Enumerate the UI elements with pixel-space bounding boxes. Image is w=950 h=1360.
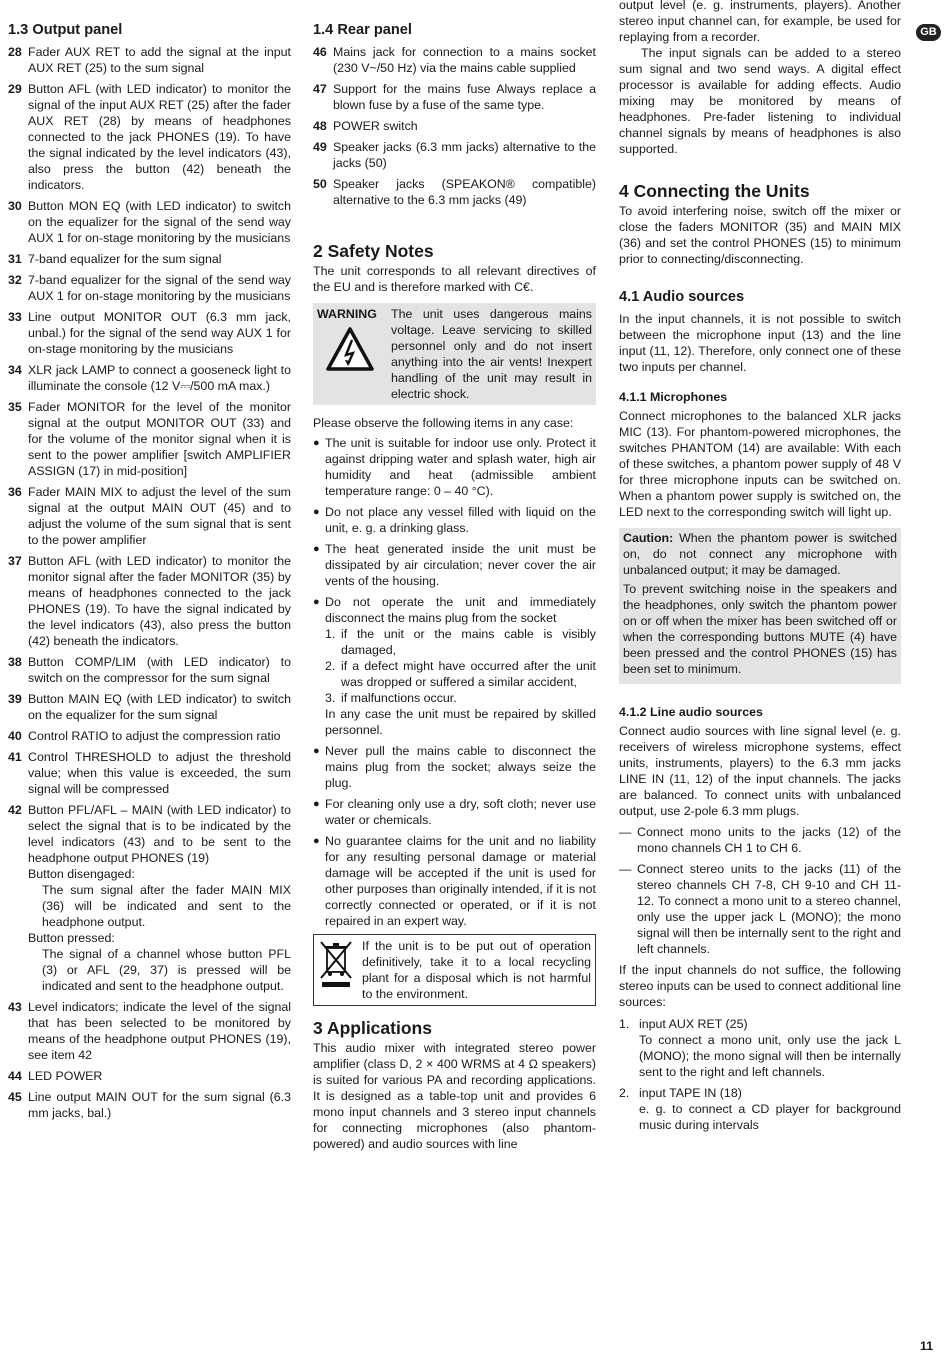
warning-box bbox=[313, 303, 596, 405]
page-number: 11 bbox=[920, 1339, 934, 1353]
dash-text: Connect mono units to the jacks (12) of the mono channels CH 1 to CH 6. bbox=[637, 825, 901, 855]
input-title: input AUX RET (25) bbox=[639, 1017, 748, 1031]
item-number: 42 bbox=[8, 803, 22, 817]
numbered-item bbox=[8, 691, 291, 723]
item-text: LED POWER bbox=[28, 1069, 103, 1083]
list-item bbox=[325, 626, 596, 658]
numbered-item bbox=[313, 118, 596, 134]
list-number: 3. bbox=[325, 691, 336, 705]
item-number: 37 bbox=[8, 554, 22, 568]
bullet-text: The heat generated inside the unit must be dissipated by air circulation; never cover the air vents of the housing. bbox=[325, 542, 596, 588]
dash-item bbox=[619, 861, 901, 957]
item-text: Button PFL/AFL – MAIN (with LED indicator) to select the signal that is to be indicated by the level indicators (43) and to be sent to the headphone output PHONES (19) bbox=[28, 803, 291, 865]
item-number: 39 bbox=[8, 692, 22, 706]
connecting-heading: 4 Connecting the Units bbox=[619, 181, 810, 201]
numbered-item bbox=[8, 1068, 291, 1084]
safety-bullets-b bbox=[313, 743, 596, 929]
applications-heading: 3 Applications bbox=[313, 1018, 432, 1038]
rear-panel-heading: 1.4 Rear panel bbox=[313, 22, 412, 38]
bullet-dot-icon: ● bbox=[313, 437, 320, 449]
input-item bbox=[619, 1016, 901, 1080]
safety-heading: 2 Safety Notes bbox=[313, 241, 434, 261]
bullet-text: Do not place any vessel filled with liquid on the unit, e. g. a drinking glass. bbox=[325, 505, 596, 535]
item-number: 31 bbox=[8, 252, 22, 266]
audio-sources-text: In the input channels, it is not possible to switch between the microphone input (13) and the line input (11, 12). Therefore, only connect one of these two inputs per channel. bbox=[619, 312, 901, 374]
numbered-item bbox=[313, 81, 596, 113]
item-number: 45 bbox=[8, 1090, 22, 1104]
item-text: Level indicators; indicate the level of the signal that has been selected to be monitored by means of the headphone output PHONES (19), see item 42 bbox=[28, 1000, 291, 1062]
numbered-item bbox=[313, 139, 596, 171]
dash-icon: — bbox=[619, 825, 632, 839]
numbered-item bbox=[8, 272, 291, 304]
suffice-text: If the input channels do not suffice, the following stereo inputs can be used to connect additional line sources: bbox=[619, 963, 901, 1009]
item-number: 47 bbox=[313, 82, 327, 96]
item-number: 29 bbox=[8, 82, 22, 96]
microphones-heading: 4.1.1 Microphones bbox=[619, 390, 728, 404]
bullet-dot-icon: ● bbox=[313, 506, 320, 518]
connecting-text: To avoid interfering noise, switch off the mixer or close the faders MONITOR (35) and MAIN MIX (36) and set the control PHONES (15) to minimum prior to connecting/disconnecting. bbox=[619, 204, 901, 266]
input-text: e. g. to connect a CD player for background music during intervals bbox=[639, 1102, 901, 1132]
input-title: input TAPE IN (18) bbox=[639, 1086, 742, 1100]
item-number: 34 bbox=[8, 363, 22, 377]
item-text: 7-band equalizer for the signal of the send way AUX 1 for on-stage monitoring by the musicians bbox=[28, 273, 291, 303]
numbered-item bbox=[8, 1089, 291, 1121]
numbered-item bbox=[8, 484, 291, 548]
item-text: Control RATIO to adjust the compression ratio bbox=[28, 729, 281, 743]
item-text: Control THRESHOLD to adjust the threshold value; when this value is exceeded, the sum signal will be compressed bbox=[28, 750, 291, 796]
dash-item bbox=[619, 824, 901, 856]
item-number: 35 bbox=[8, 400, 22, 414]
item-text: Speaker jacks (6.3 mm jacks) alternative to the jacks (50) bbox=[333, 140, 596, 170]
disposal-box bbox=[313, 934, 596, 1006]
list-item bbox=[325, 658, 596, 690]
numbered-item bbox=[8, 553, 291, 649]
list-number: 2. bbox=[325, 659, 336, 673]
list-text: if malfunctions occur. bbox=[341, 691, 457, 705]
list-text: if a defect might have occurred after the unit was dropped or suffered a similar accident, bbox=[341, 659, 596, 689]
item-number: 41 bbox=[8, 750, 22, 764]
bullet-text: Never pull the mains cable to disconnect the mains plug from the socket; always seize the plug. bbox=[325, 744, 596, 790]
line-sources-heading: 4.1.2 Line audio sources bbox=[619, 705, 763, 719]
item-text: Fader MONITOR for the level of the monitor signal at the output MONITOR OUT (33) and for the volume of the monitor signal when it is sent to the power amplifier [switch AMPLIFIER ASSIGN (17) in mid-position] bbox=[28, 400, 291, 478]
input-number: 1. bbox=[619, 1017, 630, 1031]
item-text: Button MAIN EQ (with LED indicator) to switch on the equalizer for the sum signal bbox=[28, 692, 291, 722]
numbered-item bbox=[8, 654, 291, 686]
item-text: Button AFL (with LED indicator) to monitor the monitor signal after the fader MONITOR (35) by means of headphones connected to the jack PHONES (19). To have the signal indicated by the level indicators (43), also press the button (42) beneath the indicators. bbox=[28, 554, 291, 648]
numbered-item bbox=[8, 362, 291, 394]
bullet-item bbox=[313, 541, 596, 589]
item-number: 32 bbox=[8, 273, 22, 287]
bullet-item: ● Do not operate the unit and immediately disconnect the mains plug from the socket 1. if the unit or the mains cable is visibly damaged, 2. if a defect might have occurred after the unit was dropped or suffered a similar accident, 3. if malfunctions occur. In any case the unit must be repaired by skilled personnel. bbox=[313, 595, 596, 737]
observe-text: Please observe the following items in any case: bbox=[313, 416, 574, 430]
button-pressed-label: Button pressed: bbox=[28, 931, 115, 945]
microphones-text: Connect microphones to the balanced XLR jacks MIC (13). For phantom-powered microphones, the switches PHANTOM (14) are available: With each of these switches, a phantom power supply of 48 V for three microphone inputs can be switched on. When a phantom power supply is switched on, the LED next to the corresponding switch will light up. bbox=[619, 409, 901, 519]
item-text: Support for the mains fuse Always replace a blown fuse by a fuse of the same type. bbox=[333, 82, 596, 112]
input-text: To connect a mono unit, only use the jack L (MONO); the mono signal will then be internally sent to the right and left channels. bbox=[639, 1033, 901, 1079]
item-text: 7-band equalizer for the sum signal bbox=[28, 252, 222, 266]
item-number: 46 bbox=[313, 45, 327, 59]
dash-list bbox=[619, 824, 901, 957]
item-text: Fader AUX RET to add the signal at the input AUX RET (25) to the sum signal bbox=[28, 45, 291, 75]
input-number: 2. bbox=[619, 1086, 630, 1100]
item-text: Button MON EQ (with LED indicator) to switch on the equalizer for the signal of the send way AUX 1 for on-stage monitoring by the musicians bbox=[28, 199, 291, 245]
bullet-item bbox=[313, 504, 596, 536]
item-number: 38 bbox=[8, 655, 22, 669]
item-42 bbox=[8, 802, 291, 994]
line-sources-text: Connect audio sources with line signal level (e. g. receivers of wireless microphone systems, effect units, instruments, players) to the 6.3 mm jacks LINE IN (11, 12) of the input channels. The jacks are balanced. To connect units with unbalanced output, use 2-pole 6.3 mm plugs. bbox=[619, 724, 901, 818]
bullet-item bbox=[313, 743, 596, 791]
output-panel-items-b bbox=[8, 999, 291, 1121]
caution-paragraph-2: To prevent switching noise in the speakers and the headphones, only switch the phantom power on or off when the mixer has been switched off or when the corresponding buttons MUTE (4) have been pressed and the control PHONES (15) has been set to minimum. bbox=[623, 582, 897, 676]
dash-icon: — bbox=[619, 862, 632, 876]
list-item bbox=[325, 690, 596, 706]
bullet-dot-icon: ● bbox=[313, 798, 320, 810]
bullet-tail: In any case the unit must be repaired by skilled personnel. bbox=[325, 707, 596, 737]
numbered-item bbox=[313, 176, 596, 208]
item-number: 30 bbox=[8, 199, 22, 213]
caution-label: Caution: bbox=[623, 531, 674, 545]
numbered-item bbox=[313, 44, 596, 76]
applications-continued: output level (e. g. instruments, players). Another stereo input channel can, for example, be used for replaying from a recorder. bbox=[619, 0, 901, 44]
item-text: Line output MONITOR OUT (6.3 mm jack, unbal.) for the signal of the send way AUX 1 for on-stage monitoring by the musicians bbox=[28, 310, 291, 356]
item-number: 28 bbox=[8, 45, 22, 59]
electric-shock-warning-icon bbox=[325, 326, 375, 372]
crossed-bin-icon bbox=[318, 938, 354, 990]
audio-sources-heading: 4.1 Audio sources bbox=[619, 289, 745, 305]
column-2 bbox=[313, 18, 596, 1152]
item-text: Button COMP/LIM (with LED indicator) to switch on the compressor for the sum signal bbox=[28, 655, 291, 685]
bullet-dot-icon: ● bbox=[313, 835, 320, 847]
column-3 bbox=[619, 0, 901, 1138]
button-disengaged-label: Button disengaged: bbox=[28, 867, 135, 881]
numbered-item bbox=[8, 728, 291, 744]
warning-text: The unit uses dangerous mains voltage. Leave servicing to skilled personnel only and do not insert anything into the air vents! Inexpert handling of the unit may result in electric shock. bbox=[391, 307, 592, 401]
malfunction-list bbox=[325, 626, 596, 706]
output-panel-heading: 1.3 Output panel bbox=[8, 22, 123, 38]
safety-bullets bbox=[313, 435, 596, 589]
item-number: 49 bbox=[313, 140, 327, 154]
item-number: 48 bbox=[313, 119, 327, 133]
numbered-item bbox=[8, 198, 291, 246]
applications-paragraph-2: The input signals can be added to a stereo sum signal and two send ways. A digital effect processor is available for adding effects. Audio mixing may be monitored by means of headphones. Pre-fader listening to individual channel signals by means of headphones is also supported. bbox=[619, 46, 901, 156]
numbered-item bbox=[8, 309, 291, 357]
item-text: POWER switch bbox=[333, 119, 418, 133]
output-panel-items bbox=[8, 44, 291, 797]
disposal-text: If the unit is to be put out of operation definitively, take it to a local recycling plant for a disposal which is not harmful to the environment. bbox=[362, 939, 591, 1001]
column-1 bbox=[8, 18, 291, 1126]
item-text: Line output MAIN OUT for the sum signal (6.3 mm jacks, bal.) bbox=[28, 1090, 291, 1120]
caution-box bbox=[619, 528, 901, 684]
button-pressed-text: The signal of a channel whose button PFL (3) or AFL (29, 37) is pressed will be indicated and sent to the headphone output. bbox=[42, 947, 291, 993]
item-text: Mains jack for connection to a mains socket (230 V~/50 Hz) via the mains cable supplied bbox=[333, 45, 596, 75]
warning-label: WARNING bbox=[317, 307, 377, 321]
bullet-text: Do not operate the unit and immediately disconnect the mains plug from the socket bbox=[325, 595, 596, 625]
item-text: XLR jack LAMP to connect a gooseneck light to illuminate the console (12 V⎓/500 mA max.) bbox=[28, 363, 291, 393]
item-number: 50 bbox=[313, 177, 327, 191]
item-number: 40 bbox=[8, 729, 22, 743]
bullet-text: The unit is suitable for indoor use only. Protect it against dripping water and splash water, high air humidity and heat (admissible ambient temperature range: 0 – 40 °C). bbox=[325, 436, 596, 498]
item-text: Speaker jacks (SPEAKON® compatible) alternative to the 6.3 mm jacks (49) bbox=[333, 177, 596, 207]
numbered-item bbox=[8, 44, 291, 76]
item-number: 36 bbox=[8, 485, 22, 499]
safety-intro: The unit corresponds to all relevant directives of the EU and is therefore marked with C€. bbox=[313, 264, 596, 294]
extra-inputs-list bbox=[619, 1016, 901, 1133]
item-number: 43 bbox=[8, 1000, 22, 1014]
item-number: 33 bbox=[8, 310, 22, 324]
button-disengaged-text: The sum signal after the fader MAIN MIX (36) will be indicated and sent to the headphone output. bbox=[42, 883, 291, 929]
caution-text: When the phantom power is switched on, do not connect any microphone with unbalanced output; it may be damaged. bbox=[623, 531, 897, 577]
bullet-item bbox=[313, 435, 596, 499]
bullet-item bbox=[313, 796, 596, 828]
bullet-text: No guarantee claims for the unit and no liability for any resulting personal damage or material damage will be accepted if the unit is used for other purposes than originally intended, if it is not correctly connected or operated, or if it is not repaired in an expert way. bbox=[325, 834, 596, 928]
numbered-item bbox=[8, 999, 291, 1063]
item-text: Button AFL (with LED indicator) to monitor the signal of the input AUX RET (25) after the fader AUX RET (28) by means of headphones connected to the jack PHONES (19). To have the signal indicated by the level indicators (43), also press the button (42) beneath the indicators. bbox=[28, 82, 291, 192]
applications-text: This audio mixer with integrated stereo power amplifier (class D, 2 × 400 WRMS at 4 Ω speakers) is suited for various PA and recording applications. It is designed as a table-top unit and provides 6 mono input channels and 3 stereo input channels for connecting microphones (also phantom-powered) and audio sources with line bbox=[313, 1041, 596, 1151]
bullet-item bbox=[313, 833, 596, 929]
numbered-item bbox=[8, 399, 291, 479]
rear-panel-items bbox=[313, 44, 596, 208]
dash-text: Connect stereo units to the jacks (11) of the stereo channels CH 7-8, CH 9-10 and CH 11-12. To connect a mono unit to a stereo channel, only use the upper jack L (MONO); the mono signal will then be internally sent to the right and left channels. bbox=[637, 862, 901, 956]
language-badge: GB bbox=[916, 24, 941, 41]
bullet-dot-icon: ● bbox=[313, 543, 320, 555]
bullet-text: For cleaning only use a dry, soft cloth; never use water or chemicals. bbox=[325, 797, 596, 827]
list-text: if the unit or the mains cable is visibly damaged, bbox=[341, 627, 596, 657]
item-text: Fader MAIN MIX to adjust the level of the sum signal at the output MAIN OUT (45) and to adjust the volume of the sum signal that is sent to the power amplifier bbox=[28, 485, 291, 547]
numbered-item bbox=[8, 81, 291, 193]
item-number: 44 bbox=[8, 1069, 22, 1083]
list-number: 1. bbox=[325, 627, 336, 641]
bullet-dot-icon: ● bbox=[313, 745, 320, 757]
numbered-item bbox=[8, 749, 291, 797]
numbered-item bbox=[8, 251, 291, 267]
input-item bbox=[619, 1085, 901, 1133]
